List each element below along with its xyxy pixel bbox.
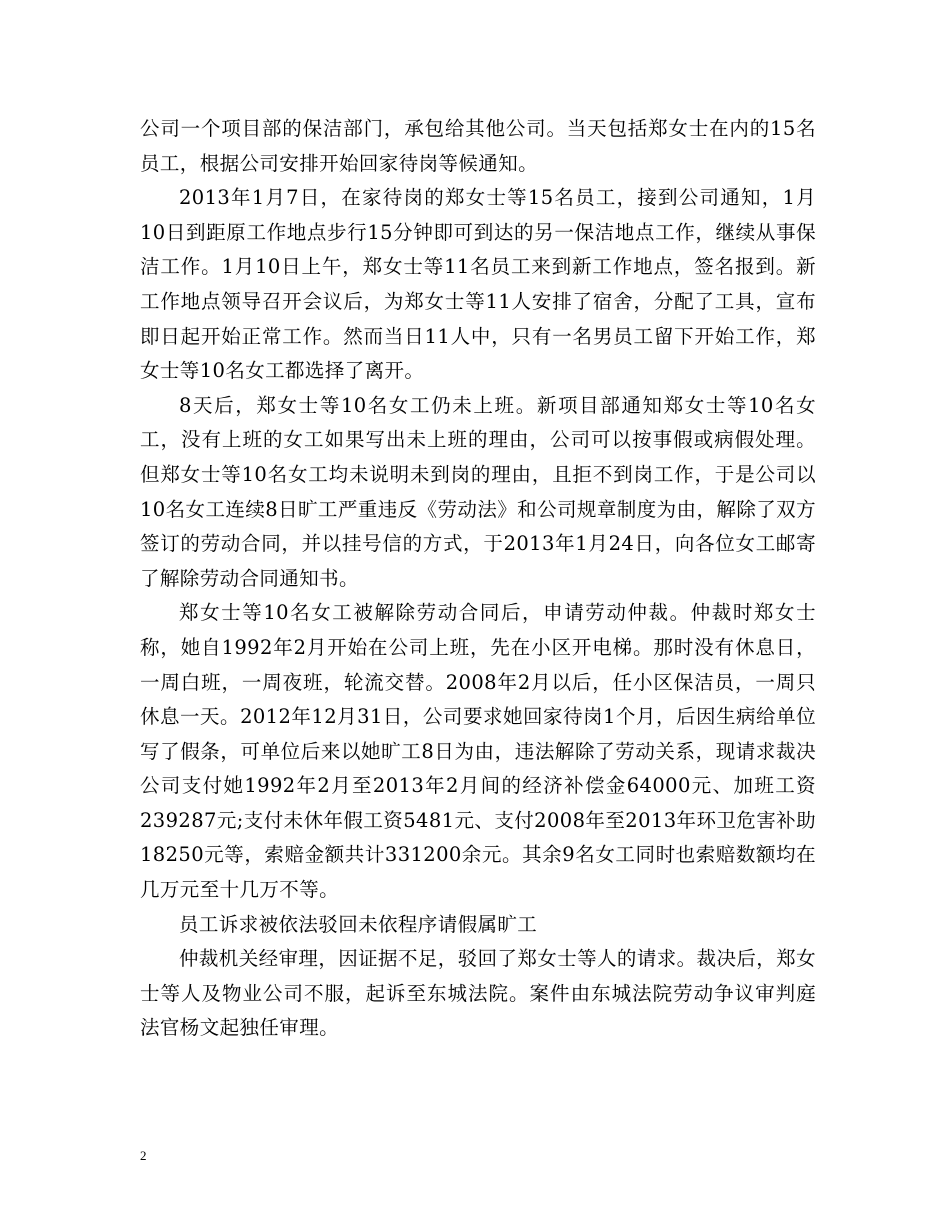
document-body [140, 112, 816, 1046]
paragraph-continuation: 公司一个项目部的保洁部门，承包给其他公司。当天包括郑女士在内的15名员工，根据公司安排开始回家待岗等候通知。 [140, 117, 816, 175]
paragraph-reassignment-notice: 2013年1月7日，在家待岗的郑女士等15名员工，接到公司通知，1月10日到距原工作地点步行15分钟即可到达的另一保洁地点工作，继续从事保洁工作。1月10日上午，郑女士等11名员工来到新工作地点，签名报到。新工作地点领导召开会议后，为郑女士等11人安排了宿舍，分配了工具，宣布即日起开始正常工作。然而当日11人中，只有一名男员工留下开始工作，郑女士等10名女工都选择了离开。 [140, 186, 816, 383]
paragraph-contract-termination: 8天后，郑女士等10名女工仍未上班。新项目部通知郑女士等10名女工，没有上班的女工如果写出未上班的理由，公司可以按事假或病假处理。但郑女士等10名女工均未说明未到岗的理由，且拒不到岗工作，于是公司以10名女工连续8日旷工严重违反《劳动法》和公司规章制度为由，解除了双方签订的劳动合同，并以挂号信的方式，于2013年1月24日，向各位女工邮寄了解除劳动合同通知书。 [140, 393, 816, 590]
paragraph-arbitration-result: 仲裁机关经审理，因证据不足，驳回了郑女士等人的请求。裁决后，郑女士等人及物业公司不服，起诉至东城法院。案件由东城法院劳动争议审判庭法官杨文起独任审理。 [140, 947, 816, 1040]
paragraph-arbitration-claims: 郑女士等10名女工被解除劳动合同后，申请劳动仲裁。仲裁时郑女士称，她自1992年2月开始在公司上班，先在小区开电梯。那时没有休息日，一周白班，一周夜班，轮流交替。2008年2月以后，任小区保洁员，一周只休息一天。2012年12月31日，公司要求她回家待岗1个月，后因生病给单位写了假条，可单位后来以她旷工8日为由，违法解除了劳动关系，现请求裁决公司支付她1992年2月至2013年2月间的经济补偿金64000元、加班工资239287元;支付未休年假工资5481元、支付2008年至2013年环卫危害补助18250元等，索赔金额共计331200余元。其余9名女工同时也索赔数额均在几万元至十几万不等。 [140, 601, 816, 902]
section-heading: 员工诉求被依法驳回未依程序请假属旷工 [179, 912, 538, 936]
page-number: 2 [140, 1148, 147, 1163]
